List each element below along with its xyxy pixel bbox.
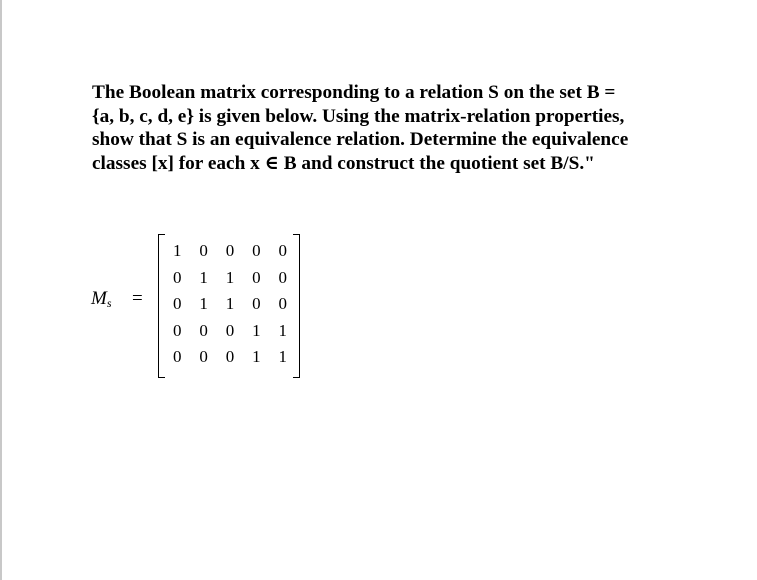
problem-line: show that S is an equivalence relation. Determine the equivalence <box>92 129 629 150</box>
right-bracket <box>293 234 300 378</box>
matrix-row <box>164 265 298 292</box>
matrix-cell: 0 <box>225 241 235 261</box>
matrix-cell: 0 <box>199 320 208 340</box>
matrix-symbol: M <box>91 288 107 309</box>
matrix-cell: 0 <box>252 267 261 287</box>
matrix-equation <box>88 228 328 376</box>
matrix-cell: 0 <box>278 241 287 261</box>
matrix-cell: 0 <box>199 241 208 261</box>
equals-sign: = <box>132 288 143 309</box>
matrix-row <box>164 291 298 318</box>
matrix-cell: 0 <box>172 347 182 367</box>
matrix-cell: 1 <box>199 267 208 287</box>
matrix-cell: 1 <box>199 294 208 314</box>
matrix-cell: 0 <box>199 347 208 367</box>
matrix-cell: 1 <box>225 294 235 314</box>
matrix-name <box>91 288 112 311</box>
matrix-cell: 1 <box>252 320 261 340</box>
matrix-cell: 1 <box>278 347 287 367</box>
page-left-border <box>0 0 2 580</box>
matrix-cell: 0 <box>172 294 182 314</box>
matrix-cell: 0 <box>172 267 182 287</box>
matrix-cell: 0 <box>278 267 287 287</box>
matrix-subscript: s <box>106 296 112 310</box>
matrix-cell: 0 <box>225 347 235 367</box>
problem-line: The Boolean matrix corresponding to a relation S on the set B = <box>92 82 616 103</box>
problem-line: {a, b, c, d, e} is given below. Using the matrix-relation properties, <box>92 105 625 127</box>
matrix-cell: 0 <box>278 294 287 314</box>
boolean-matrix <box>164 238 298 371</box>
matrix-row <box>164 318 298 345</box>
matrix-cell: 1 <box>278 320 287 340</box>
matrix-cell: 1 <box>172 241 182 261</box>
matrix-row <box>164 238 298 265</box>
matrix-cell: 1 <box>225 267 235 287</box>
matrix-cell: 1 <box>252 347 261 367</box>
matrix-cell: 0 <box>225 320 235 340</box>
problem-statement <box>92 81 672 175</box>
problem-line: classes [x] for each x ∈ B and construct the quotient set B/S." <box>92 152 595 174</box>
matrix-cell: 0 <box>252 294 261 314</box>
matrix-cell: 0 <box>252 241 261 261</box>
matrix-row <box>164 344 298 371</box>
matrix-cell: 0 <box>172 320 182 340</box>
